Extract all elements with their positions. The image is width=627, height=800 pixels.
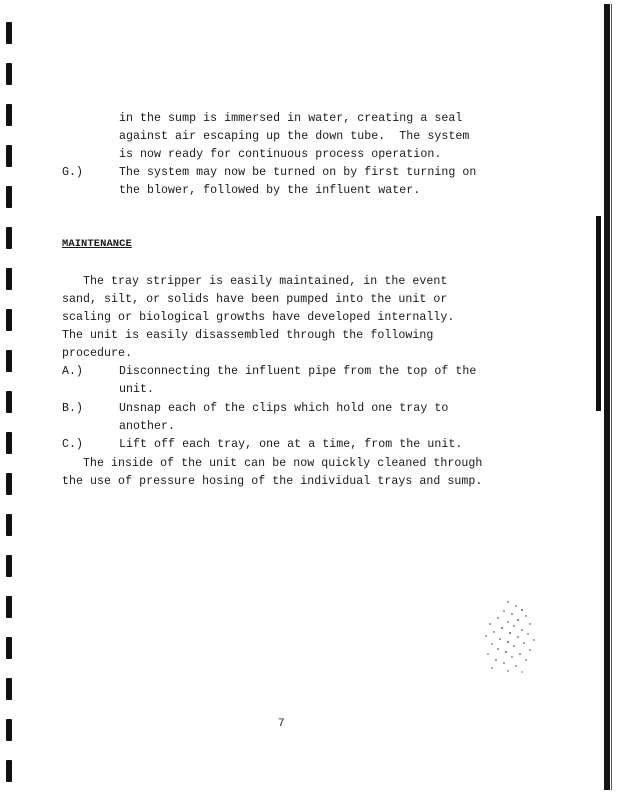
maintenance-heading: MAINTENANCE bbox=[62, 238, 132, 250]
text-line: The system may now be turned on by first turning on bbox=[119, 166, 477, 179]
text-line: Lift off each tray, one at a time, from the unit. bbox=[119, 438, 463, 451]
binder-hole bbox=[6, 678, 12, 700]
scan-noise-speckles bbox=[478, 596, 540, 676]
scan-shadow-bar bbox=[596, 216, 601, 411]
step-b-label: B.) bbox=[62, 402, 84, 415]
binder-hole bbox=[6, 637, 12, 659]
text-line: unit. bbox=[119, 383, 155, 396]
text-line: in the sump is immersed in water, creating a seal bbox=[119, 112, 463, 125]
scan-edge-right-thin bbox=[611, 4, 612, 790]
text-line: Unsnap each of the clips which hold one tray to bbox=[119, 402, 449, 415]
binder-hole bbox=[6, 309, 12, 331]
text-line: The tray stripper is easily maintained, in the event bbox=[83, 275, 448, 288]
binder-hole bbox=[6, 350, 12, 372]
binder-hole bbox=[6, 432, 12, 454]
step-a-label: A.) bbox=[62, 365, 84, 378]
text-line: the blower, followed by the influent water. bbox=[119, 184, 421, 197]
text-line: is now ready for continuous process operation. bbox=[119, 148, 442, 161]
step-c-label: C.) bbox=[62, 438, 84, 451]
binder-hole bbox=[6, 719, 12, 741]
text-line: Disconnecting the influent pipe from the top of the bbox=[119, 365, 477, 378]
scan-edge-right bbox=[604, 4, 610, 790]
binder-hole bbox=[6, 22, 12, 44]
binder-hole bbox=[6, 145, 12, 167]
text-line: The inside of the unit can be now quickly cleaned through bbox=[83, 457, 483, 470]
binder-hole bbox=[6, 514, 12, 536]
text-line: against air escaping up the down tube. The system bbox=[119, 130, 470, 143]
text-line: scaling or biological growths have developed internally. bbox=[62, 311, 455, 324]
binder-hole bbox=[6, 227, 12, 249]
text-line: another. bbox=[119, 420, 176, 433]
text-line: The unit is easily disassembled through the following bbox=[62, 329, 434, 342]
binder-hole bbox=[6, 186, 12, 208]
binder-hole bbox=[6, 268, 12, 290]
text-line: the use of pressure hosing of the individual trays and sump. bbox=[62, 475, 483, 488]
text-line: sand, silt, or solids have been pumped into the unit or bbox=[62, 293, 448, 306]
binder-hole bbox=[6, 104, 12, 126]
binder-hole bbox=[6, 555, 12, 577]
binder-hole bbox=[6, 63, 12, 85]
page-number: 7 bbox=[278, 718, 285, 730]
text-line: procedure. bbox=[62, 347, 133, 360]
binder-hole bbox=[6, 473, 12, 495]
binder-hole bbox=[6, 391, 12, 413]
binder-hole bbox=[6, 760, 12, 782]
step-g-label: G.) bbox=[62, 166, 84, 179]
binder-hole bbox=[6, 596, 12, 618]
